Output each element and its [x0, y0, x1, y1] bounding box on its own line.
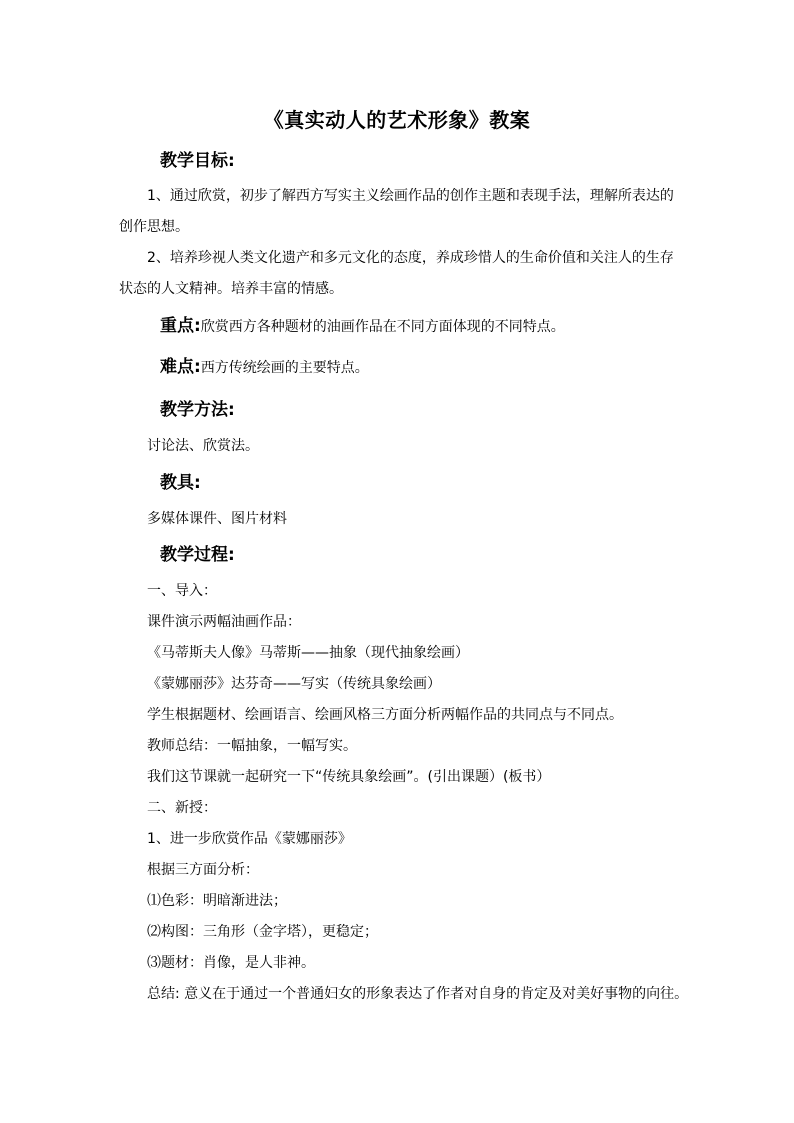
key-point-paragraph	[160, 317, 565, 336]
methods-heading: 教学方法:	[160, 400, 235, 420]
process-line: ⑴色彩：明暗渐进法；	[147, 893, 287, 909]
document-title: 《真实动人的艺术形象》教案	[263, 108, 531, 132]
tools-heading: 教具:	[160, 473, 201, 493]
key-point-label: 重点:	[160, 316, 201, 336]
process-line: 根据三方面分析：	[147, 862, 259, 878]
methods-text: 讨论法、欣赏法。	[147, 438, 259, 454]
process-heading: 教学过程:	[160, 545, 235, 565]
key-point-text: 欣赏西方各种题材的油画作品在不同方面体现的不同特点。	[200, 319, 565, 335]
objective-2-line-1: 2、培养珍视人类文化遗产和多元文化的态度，养成珍惜人的生命价值和关注人的生存	[147, 250, 674, 266]
process-line: 课件演示两幅油画作品：	[147, 614, 301, 630]
process-line: ⑶题材：肖像，是人非神。	[147, 955, 315, 971]
process-line: 教师总结：一幅抽象，一幅写实。	[147, 738, 357, 754]
difficulty-text: 西方传统绘画的主要特点。	[200, 360, 369, 376]
objective-1-line-2: 创作思想。	[119, 219, 189, 235]
process-summary-line: 总结: 意义在于通过一个普通妇女的形象表达了作者对自身的肯定及对美好事物的向往。	[147, 986, 689, 1002]
difficulty-paragraph	[160, 358, 369, 377]
difficulty-label: 难点:	[160, 357, 201, 377]
process-line: 《马蒂斯夫人像》马蒂斯——抽象（现代抽象绘画）	[147, 645, 469, 661]
process-line: 1、进一步欣赏作品《蒙娜丽莎》	[147, 831, 352, 847]
process-line: 二、新授：	[147, 800, 217, 816]
process-line: 一、导入：	[147, 583, 217, 599]
objective-2-line-2: 状态的人文精神。培养丰富的情感。	[119, 281, 343, 297]
objectives-heading: 教学目标:	[160, 151, 235, 171]
process-line: 我们这节课就一起研究一下“传统具象绘画”。(引出课题）(板书）	[147, 769, 551, 785]
process-line: ⑵构图：三角形（金字塔），更稳定；	[147, 924, 378, 940]
process-line: 学生根据题材、绘画语言、绘画风格三方面分析两幅作品的共同点与不同点。	[147, 707, 623, 723]
objective-1-line-1: 1、通过欣赏，初步了解西方写实主义绘画作品的创作主题和表现手法，理解所表达的	[147, 188, 674, 204]
tools-text: 多媒体课件、图片材料	[147, 511, 287, 527]
process-line: 《蒙娜丽莎》达芬奇——写实（传统具象绘画）	[147, 676, 441, 692]
